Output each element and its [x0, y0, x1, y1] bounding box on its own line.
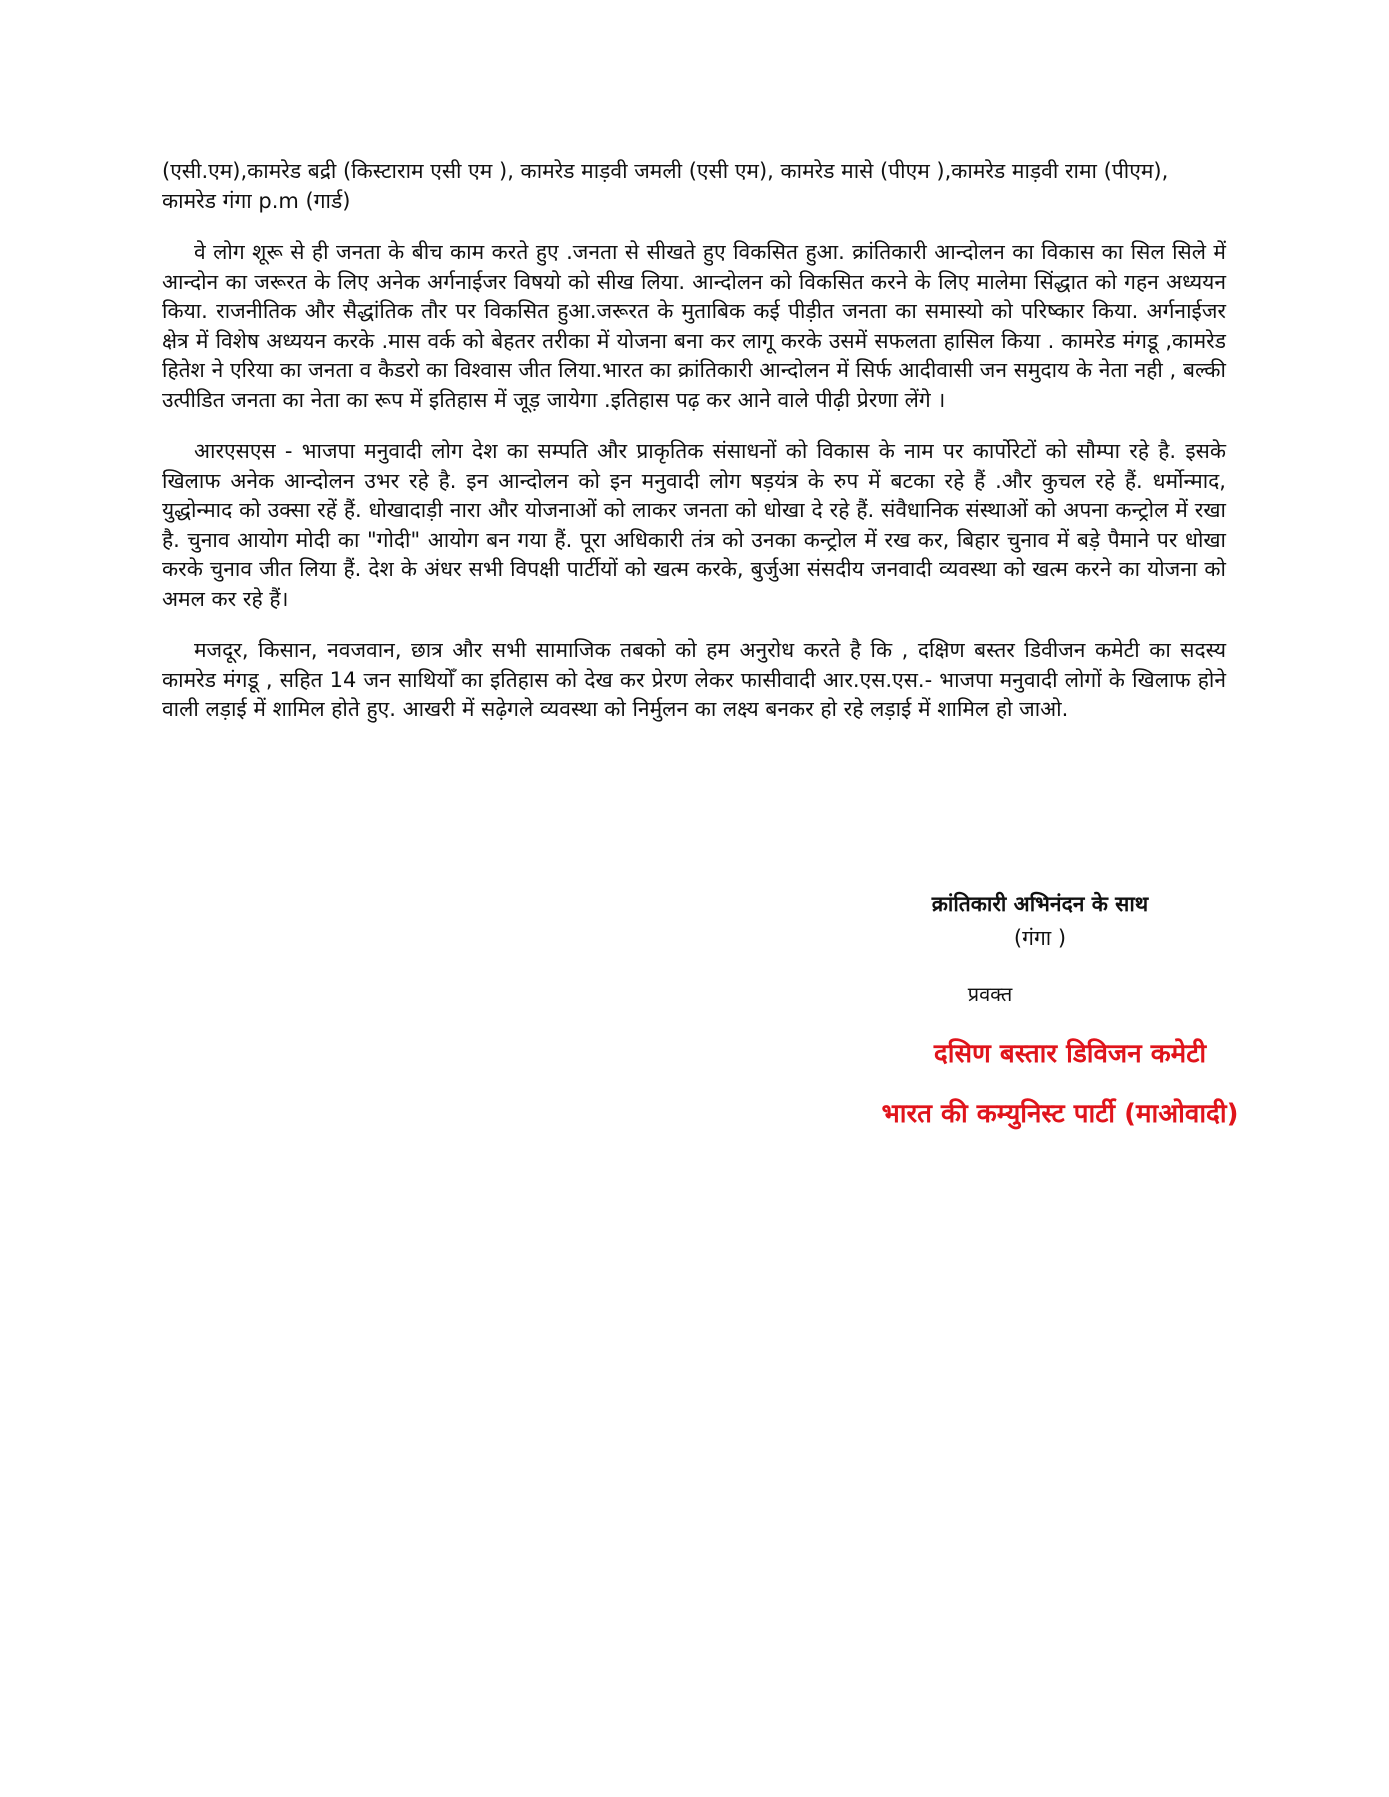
signatory-name: (गंगा ) — [1013, 926, 1067, 950]
document-body — [162, 157, 1226, 747]
paragraph-rss-bjp: आरएसएस - भाजपा मनुवादी लोग देश का सम्पति और प्राकृतिक संसाधनों को विकास के नाम पर कार्पोरेटों को सौम्पा रहे है. इसके खिलाफ अनेक आन्दोलन उभर रहे है. इन आन्दोलन को इन मनुवादी लोग षड़यंत्र के रुप में बटका रहे हैं .और कुचल रहे हैं. धर्मोन्माद, युद्धोन्माद को उक्सा रहें हैं. धोखादाड़ी नारा और योजनाओं को लाकर जनता को धोखा दे रहे हैं. संवैधानिक संस्थाओं को अपना कन्ट्रोल में रखा है. चुनाव आयोग मोदी का "गोदी" आयोग बन गया हैं. पूरा अधिकारी तंत्र को उनका कन्ट्रोल में रख कर, बिहार चुनाव में बड़े पैमाने पर धोखा करके चुनाव जीत लिया हैं. देश के अंधर सभी विपक्षी पार्टीयों को खत्म करके, बुर्जुआ संसदीय जनवादी व्यवस्था को खत्म करने का योजना को अमल कर रहे हैं। — [162, 439, 1226, 611]
paragraph-appeal: मजदूर, किसान, नवजवान, छात्र और सभी सामाजिक तबको को हम अनुरोध करते है कि , दक्षिण बस्तर डिवीजन कमेटी का सदस्य कामरेड मंगडू , सहित 14 जन साथियोँ का इतिहास को देख कर प्रेरण लेकर फासीवादी आर.एस.एस.- भाजपा मनुवादी लोगों के खिलाफ होने वाली लड़ाई में शामिल होते हुए. आखरी में सढ़ेगले व्यवस्था को निर्मुलन का लक्ष्य बनकर हो रहे लड़ाई में शामिल हो जाओ. — [162, 638, 1226, 721]
organization-party: भारत की कम्युनिस्ट पार्टी (माओवादी) — [881, 1099, 1239, 1129]
paragraph-history: वे लोग शूरू से ही जनता के बीच काम करते हुए .जनता से सीखते हुए विकसित हुआ. क्रांतिकारी आन्दोलन का विकास का सिल सिले में आन्दोन का जरूरत के लिए अनेक अर्गनाईजर विषयो को सीख लिया. आन्दोलन को विकसित करने के लिए मालेमा सिंद्धात को गहन अध्ययन किया. राजनीतिक और सैद्धांतिक तौर पर विकसित हुआ.जरूरत के मुताबिक कई पीड़ीत जनता का समास्यो को परिष्कार किया. अर्गनाईजर क्षेत्र में विशेष अध्ययन करके .मास वर्क को बेहतर तरीका में योजना बना कर लागू करके उसमें सफलता हासिल किया . कामरेड मंगडू ,कामरेड हितेश ने एरिया का जनता व कैडरो का विश्वास जीत लिया.भारत का क्रांतिकारी आन्दोलन में सिर्फ आदीवासी जन समुदाय के नेता नही , बल्की उत्पीडित जनता का नेता का रूप में इतिहास में जूड़ जायेगा .इतिहास पढ़ कर आने वाले पीढ़ी प्रेरणा लेंगे । — [162, 240, 1226, 412]
signatory-role: प्रवक्त — [967, 982, 1013, 1006]
closing-salutation: क्रांतिकारी अभिनंदन के साथ — [931, 892, 1149, 916]
organization-division: दसिण बस्तार डिविजन कमेटी — [933, 1039, 1207, 1069]
paragraph-names-list: (एसी.एम),कामरेड बद्री (किस्टाराम एसी एम ), कामरेड माड़वी जमली (एसी एम), कामरेड मासे (पीएम ),कामरेड माड़वी रामा (पीएम), कामरेड गंगा p.m (गार्ड) — [162, 159, 1169, 213]
